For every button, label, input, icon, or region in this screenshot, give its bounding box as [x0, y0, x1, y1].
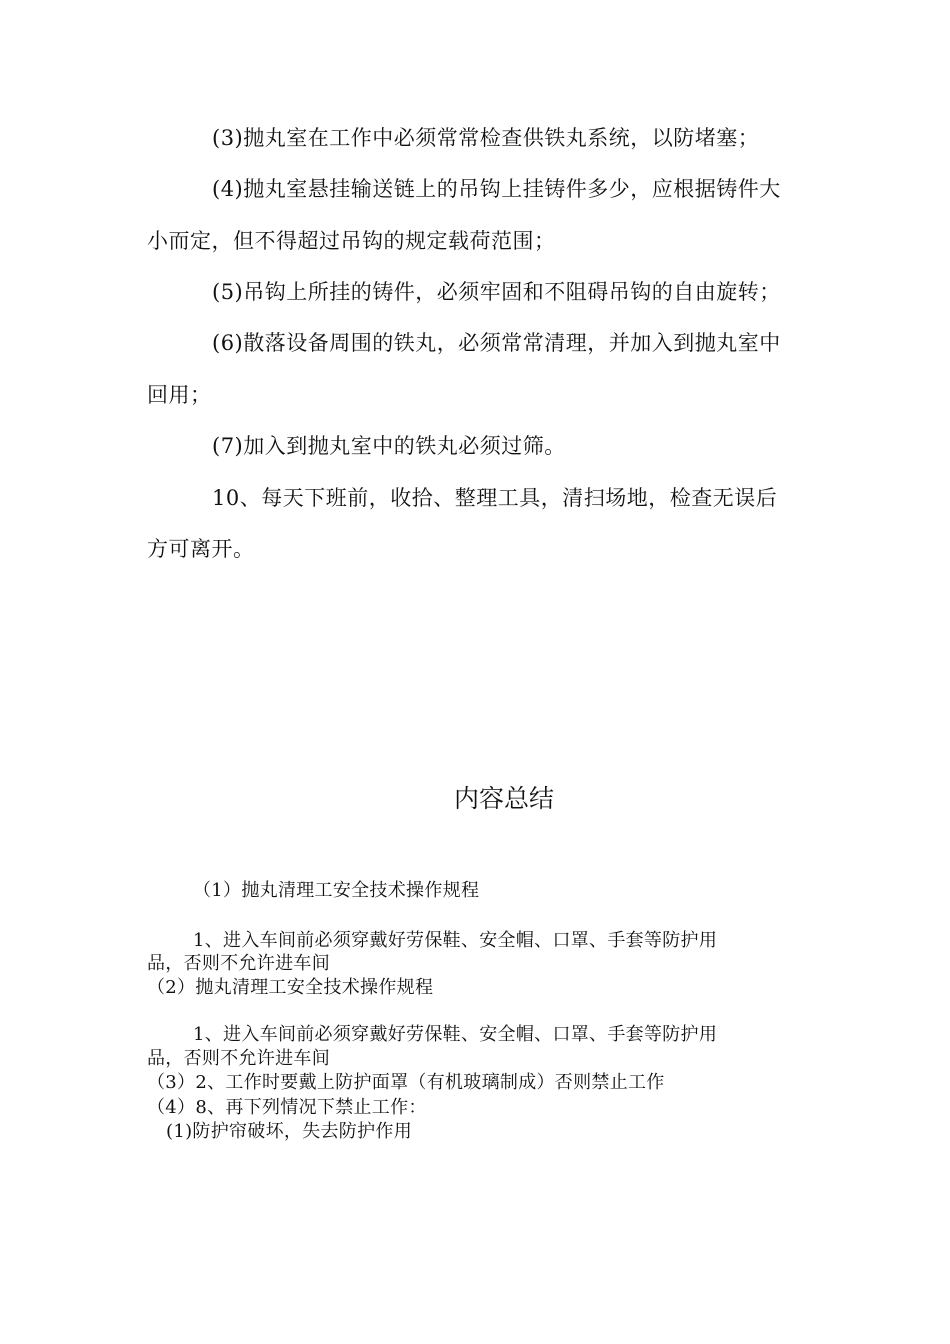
summary-line: 品，否则不允许进车间 [147, 1048, 330, 1069]
summary-line: （2）抛丸清理工安全技术操作规程 [147, 977, 434, 998]
summary-title-text: 内容总结 [453, 784, 554, 813]
paragraph-line: (5)吊钩上所挂的铸件，必须牢固和不阻碍吊钩的自由旋转； [212, 280, 781, 304]
paragraph-line: 10、每天下班前，收拾、整理工具，清扫场地，检查无误后 [212, 486, 778, 510]
summary-line: （3）2、工作时要戴上防护面罩（有机玻璃制成）否则禁止工作 [147, 1072, 665, 1093]
paragraph-line: (3)抛丸室在工作中必须常常检查供铁丸系统，以防堵塞； [212, 126, 760, 150]
summary-line: （1）抛丸清理工安全技术操作规程 [193, 880, 480, 901]
summary-line: (1)防护帘破坏，失去防护作用 [166, 1121, 412, 1142]
paragraph-line: 方可离开。 [147, 537, 255, 561]
summary-line: （4）8、再下列情况下禁止工作： [147, 1097, 427, 1118]
paragraph-line: (7)加入到抛丸室中的铁丸必须过筛。 [212, 434, 566, 458]
paragraph-line: 回用； [147, 383, 212, 407]
paragraph-line: (6)散落设备周围的铁丸，必须常常清理，并加入到抛丸室中 [212, 331, 781, 355]
paragraph-line: (4)抛丸室悬挂输送链上的吊钩上挂铸件多少，应根据铸件大 [212, 177, 781, 201]
summary-line: 1、进入车间前必须穿戴好劳保鞋、安全帽、口罩、手套等防护用 [193, 930, 718, 951]
summary-title [0, 783, 950, 815]
summary-line: 品，否则不允许进车间 [147, 953, 330, 974]
paragraph-line: 小而定，但不得超过吊钩的规定载荷范围； [147, 229, 556, 253]
summary-line: 1、进入车间前必须穿戴好劳保鞋、安全帽、口罩、手套等防护用 [193, 1024, 718, 1045]
